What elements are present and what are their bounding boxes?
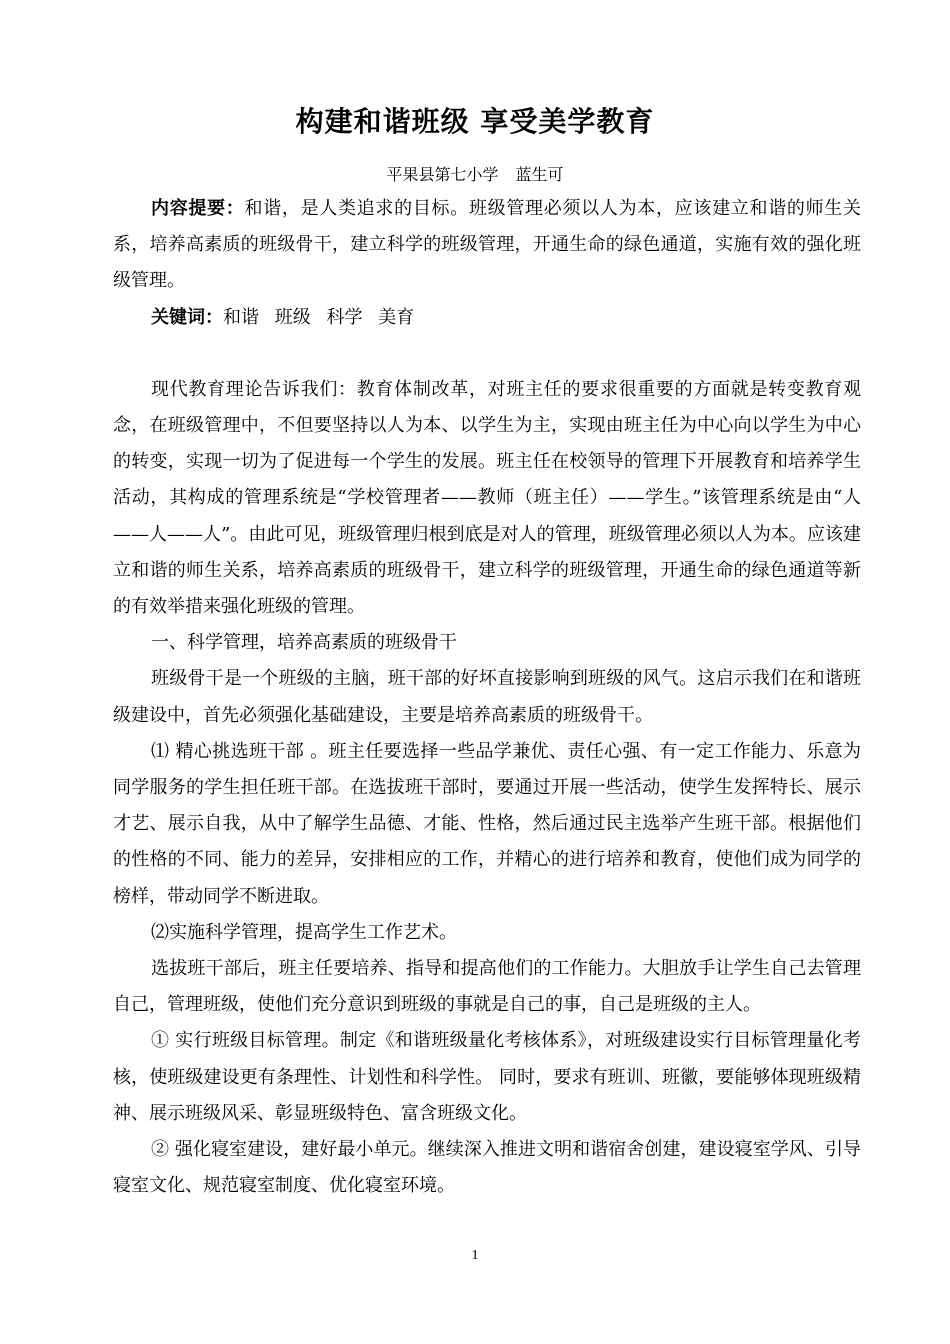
section-heading: 一、科学管理，培养高素质的班级骨干 <box>151 632 457 654</box>
keywords-paragraph <box>113 300 861 336</box>
abstract-label: 内容提要： <box>151 198 245 219</box>
abstract-paragraph <box>113 191 861 300</box>
body-paragraph: ② 强化寝室建设，建好最小单元。继续深入推进文明和谐宿舍创建，建设寝室学风、引导寝室文化、规范寝室制度、优化寝室环境。 <box>113 1139 861 1197</box>
document-title: 构建和谐班级 享受美学教育 <box>295 105 655 138</box>
subsection-heading: ⑵实施科学管理，提高学生工作艺术。 <box>151 921 457 943</box>
keywords-text: 和谐 班级 科学 美育 <box>223 306 415 328</box>
body-paragraph: ⑴ 精心挑选班干部 。班主任要选择一些品学兼优、责任心强、有一定工作能力、乐意为同学服务的学生担任班干部。在选拔班干部时，要通过开展一些活动，使学生发挥特长、展示才艺、展示自我，从中了解学生品德、才能、性格，然后通过民主选举产生班干部。根据他们的性格的不同、能力的差异，安排相应的工作，并精心的进行培养和教育，使他们成为同学的榜样，带动同学不断进取。 <box>113 740 861 907</box>
body-paragraph: 现代教育理论告诉我们：教育体制改革，对班主任的要求很重要的方面就是转变教育观念，在班级管理中，不但要坚持以人为本、以学生为主，实现由班主任为中心向以学生为中心的转变，实现一切为了促进每一个学生的发展。班主任在校领导的管理下开展教育和培养学生活动，其构成的管理系统是“学校管理者——教师（班主任）——学生。”该管理系统是由“人——人——人”。由此可见，班级管理归根到底是对人的管理，班级管理必须以人为本。应该建立和谐的师生关系，培养高素质的班级骨干，建立科学的班级管理，开通生命的绿色通道等新的有效举措来强化班级的管理。 <box>113 378 861 618</box>
page-number: 1 <box>471 1248 479 1263</box>
body-paragraph: 班级骨干是一个班级的主脑，班干部的好坏直接影响到班级的风气。这启示我们在和谐班级建设中，首先必须强化基础建设，主要是培养高素质的班级骨干。 <box>113 668 861 726</box>
body-paragraph: ① 实行班级目标管理。制定《和谐班级量化考核体系》，对班级建设实行目标管理量化考核，使班级建设更有条理性、计划性和科学性。 同时，要求有班训、班徽，要能够体现班级精神、展示班级风采、彰显班级特色、富含班级文化。 <box>113 1030 861 1124</box>
author-line: 平果县第七小学 蓝生可 <box>386 165 564 184</box>
body-paragraph: 选拔班干部后，班主任要培养、指导和提高他们的工作能力。大胆放手让学生自己去管理自己，管理班级，使他们充分意识到班级的事就是自己的事，自己是班级的主人。 <box>113 958 861 1016</box>
abstract-text: 和谐，是人类追求的目标。班级管理必须以人为本，应该建立和谐的师生关系，培养高素质的班级骨干，建立科学的班级管理，开通生命的绿色通道，实施有效的强化班级管理。 <box>113 198 861 292</box>
document-body <box>113 191 861 1204</box>
keywords-label: 关键词： <box>151 306 223 328</box>
